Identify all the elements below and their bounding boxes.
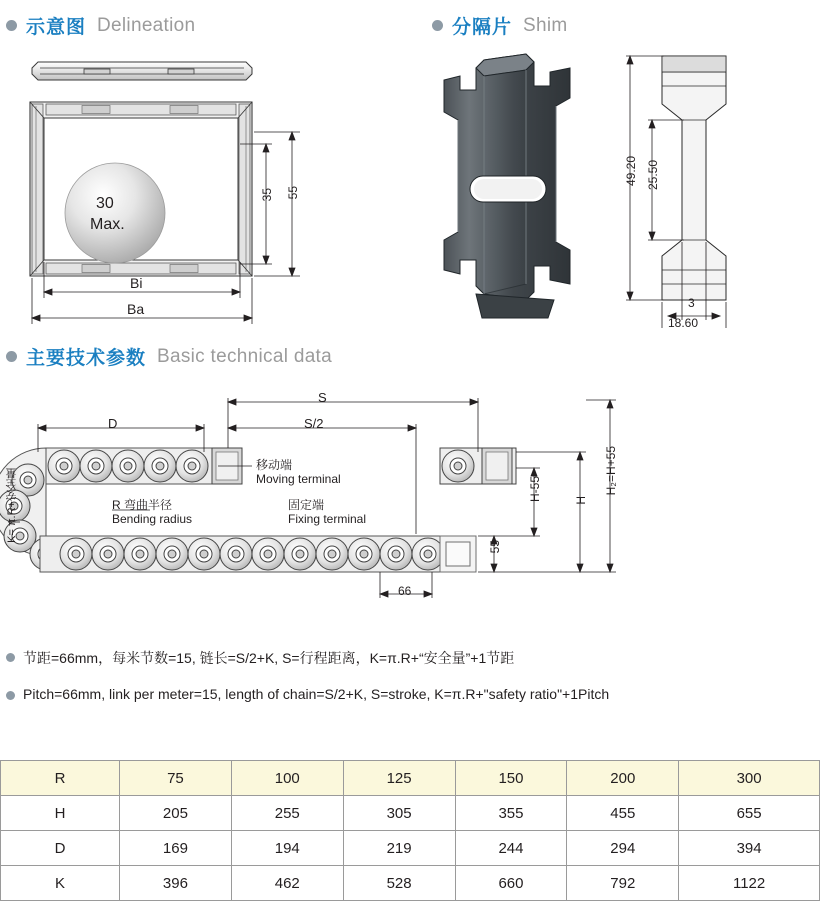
table-header-cell: 150 [455,761,567,796]
dim-label-h: H [574,496,588,505]
bullet-dot-icon [6,691,15,700]
ball-label-value: 30 [96,195,114,212]
table-cell: 205 [120,796,232,831]
section-title-en: Shim [523,14,568,36]
table-row-label: K [1,866,120,901]
section-title-cn: 分隔片 [452,17,513,38]
dim-label-4920: 49.20 [624,156,638,187]
table-cell: 244 [455,831,567,866]
moving-terminal-cn: 移动端 [256,458,293,472]
table-header-cell: 200 [567,761,679,796]
dim-label-s: S [318,390,327,405]
shim-drawing [430,28,820,328]
dim-label-h-minus-55: H-55 [528,476,542,503]
table-cell: 660 [455,866,567,901]
tech-drawing [0,372,820,632]
table-header-cell: 125 [343,761,455,796]
dim-label-3: 3 [688,296,695,310]
dim-label-55: 55 [286,186,300,200]
table-cell: 255 [231,796,343,831]
delineation-svg [0,28,420,328]
table-cell: 294 [567,831,679,866]
table-header-row [1,761,820,796]
table-row [1,796,820,831]
section-header-tech [6,343,332,370]
section-title-cn: 示意图 [26,17,87,38]
dim-label-1860: 18.60 [668,316,699,330]
technical-data-table [0,760,820,901]
table-cell: 394 [679,831,820,866]
table-cell: 305 [343,796,455,831]
section-title-en: Basic technical data [157,345,333,367]
table-header-cell: 75 [120,761,232,796]
table-header-cell: R [1,761,120,796]
k-formula-label: K= π.R+安全量 [6,468,18,543]
dim-label-d: D [108,416,118,431]
table-row-label: D [1,831,120,866]
note-en [6,686,609,702]
note-text: 节距=66mm，每米节数=15, 链长=S/2+K, S=行程距离，K=π.R+“安全量”+1节距 [23,650,515,666]
fixing-terminal-en: Fixing terminal [288,512,367,526]
bending-radius-cn: R 弯曲半径 [112,498,173,512]
table-cell: 792 [567,866,679,901]
table-header-cell: 300 [679,761,820,796]
dim-label-ba: Ba [127,301,145,317]
table-cell: 455 [567,796,679,831]
note-cn [6,648,514,668]
table-header-cell: 100 [231,761,343,796]
bending-radius-en: Bending radius [112,512,193,526]
table-cell: 355 [455,796,567,831]
table-cell: 219 [343,831,455,866]
ball-label-max: Max. [90,216,125,233]
dim-label-66: 66 [398,584,412,598]
dim-label-s2: S/2 [304,416,324,431]
table-row [1,831,820,866]
table-row [1,866,820,901]
dim-label-bi: Bi [130,275,143,291]
dim-label-hz: H₂=H+55 [604,446,618,496]
table-cell: 1122 [679,866,820,901]
table-cell: 655 [679,796,820,831]
dim-label-35: 35 [260,188,274,202]
note-text: Pitch=66mm, link per meter=15, length of chain=S/2+K, S=stroke, K=π.R+"safety ratio"+1Pitch [23,686,610,702]
table-cell: 396 [120,866,232,901]
delineation-drawing [0,28,420,328]
table-cell: 194 [231,831,343,866]
dim-label-2550: 25.50 [646,160,660,191]
dim-label-55: 55 [488,540,502,554]
table-cell: 462 [231,866,343,901]
section-title-cn: 主要技术参数 [26,348,147,369]
table-row-label: H [1,796,120,831]
table-cell: 169 [120,831,232,866]
bullet-dot-icon [6,653,15,662]
section-title-en: Delineation [97,14,196,36]
moving-terminal-en: Moving terminal [256,472,341,486]
bullet-dot-icon [6,351,17,362]
fixing-terminal-cn: 固定端 [288,498,325,512]
table-cell: 528 [343,866,455,901]
